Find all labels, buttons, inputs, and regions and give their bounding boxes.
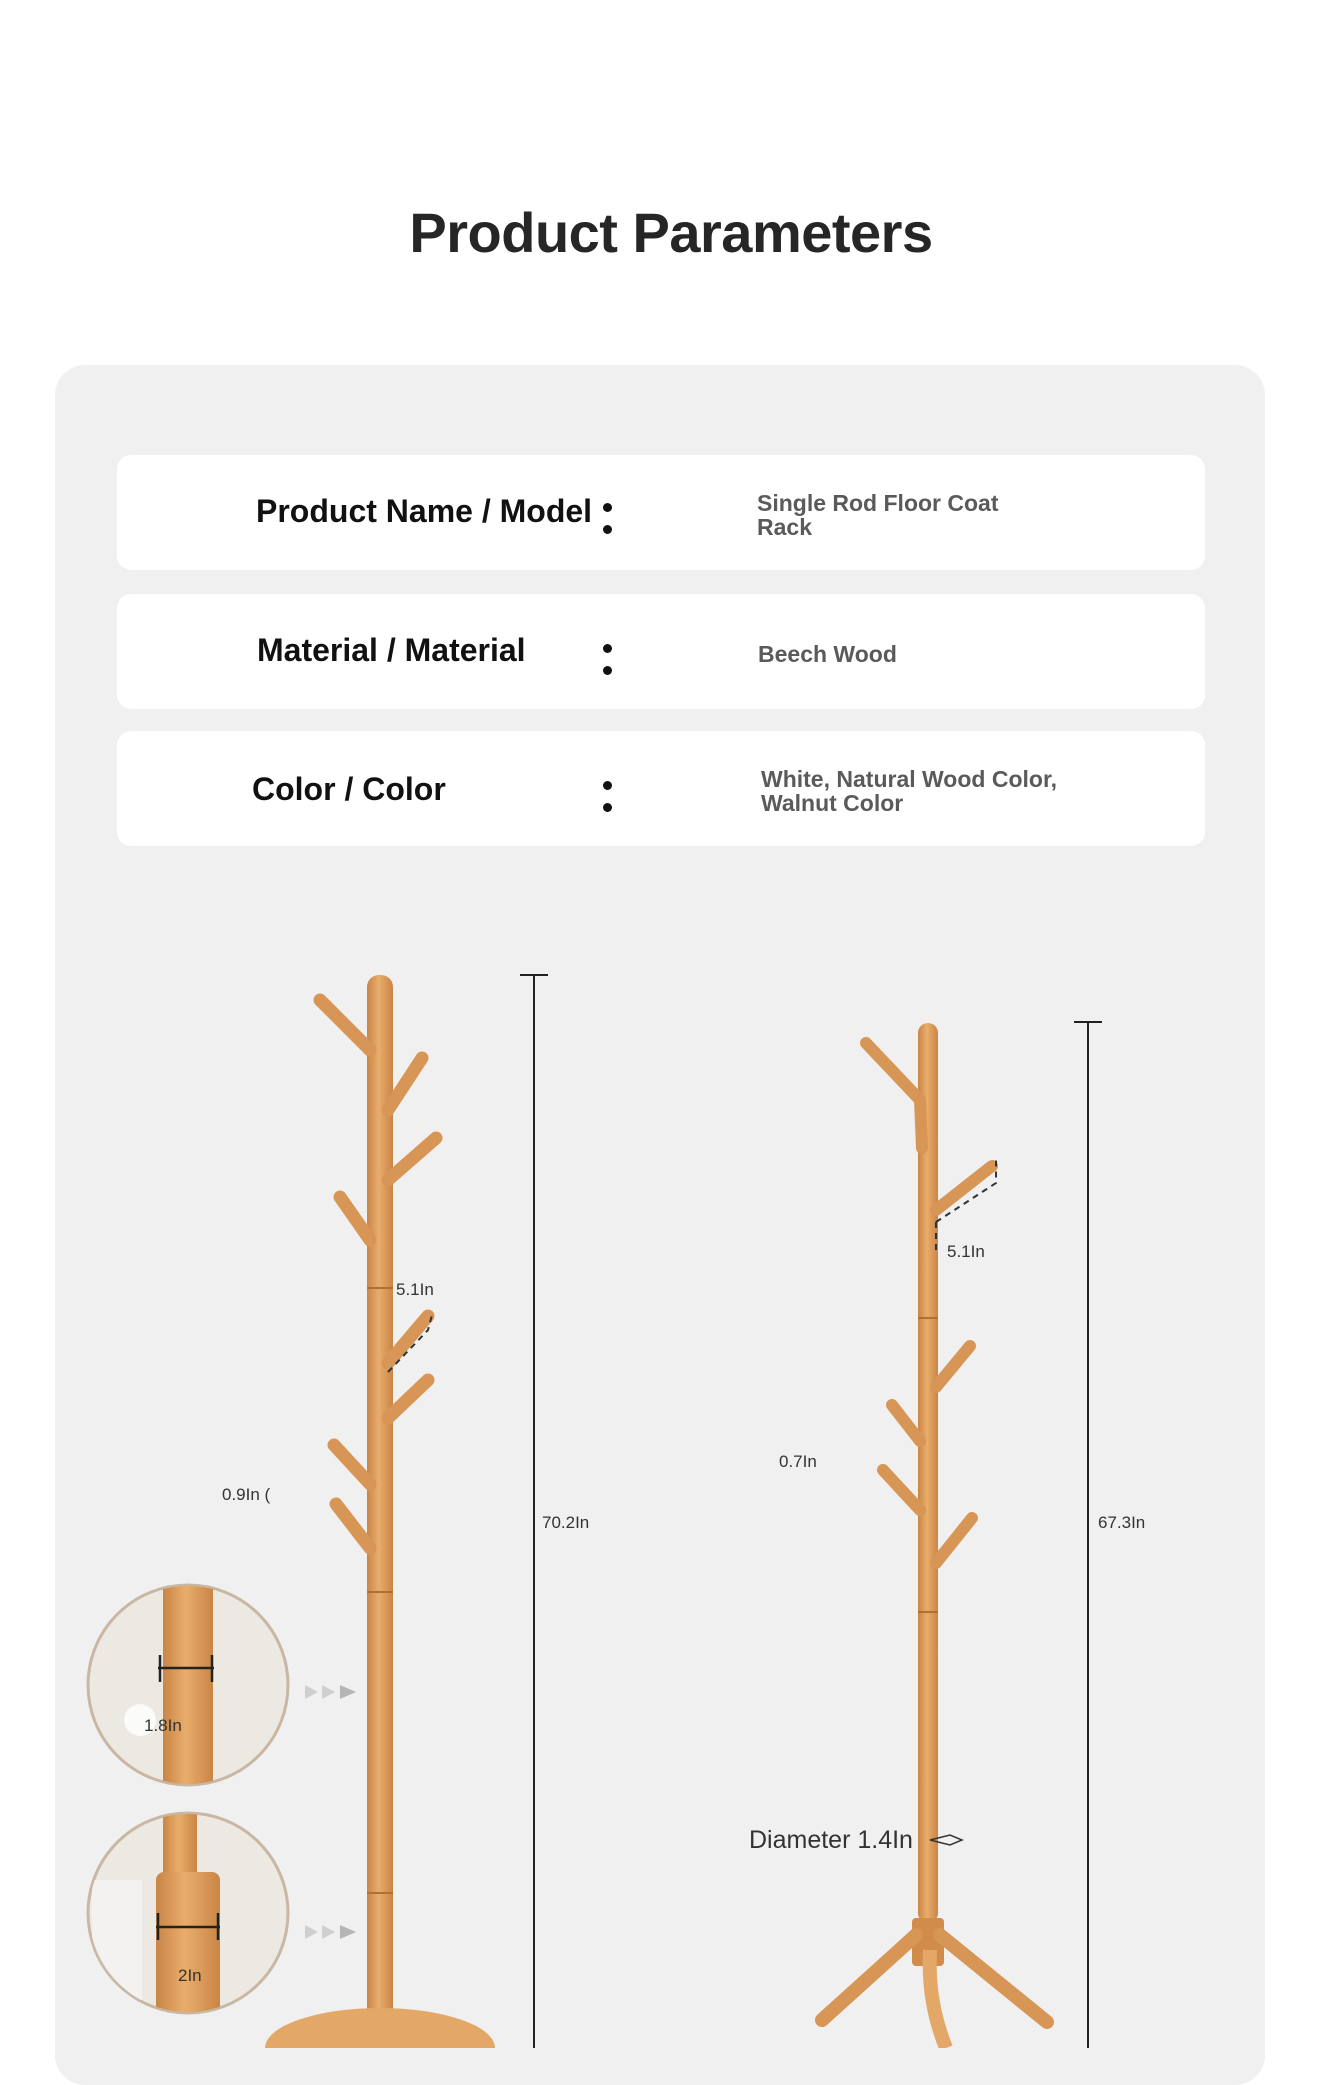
base-detail-circle [88,1810,356,2022]
param-value: Beech Wood [758,641,897,667]
page-title: Product Parameters [409,201,933,264]
left-hook-length-label: 5.1In [396,1280,434,1299]
right-hook-diameter-label: 0.7In [779,1452,817,1471]
left-height-label: 70.2In [542,1513,590,1532]
pole-diameter-label: 1.8In [144,1716,182,1735]
right-height-dimension [1074,1022,1102,2048]
pole-detail-circle [88,1580,356,1800]
param-value: White, Natural Wood Color, Walnut Color [761,766,1058,816]
left-height-dimension [520,975,548,2048]
left-coat-rack [265,975,495,2048]
right-pole-diameter-label: Diameter 1.4In [749,1826,913,1854]
param-label: Material / Material [257,632,526,668]
param-label: Product Name / Model [256,493,593,529]
base-diameter-label: 2In [178,1966,202,1985]
right-height-label: 67.3In [1098,1513,1146,1532]
right-hook-length-label: 5.1In [947,1242,985,1261]
param-label: Color / Color [252,771,446,807]
left-hook-diameter-label: 0.9In ( [222,1485,271,1504]
param-value: Single Rod Floor Coat Rack [757,490,999,540]
right-coat-rack [822,1023,1047,2048]
